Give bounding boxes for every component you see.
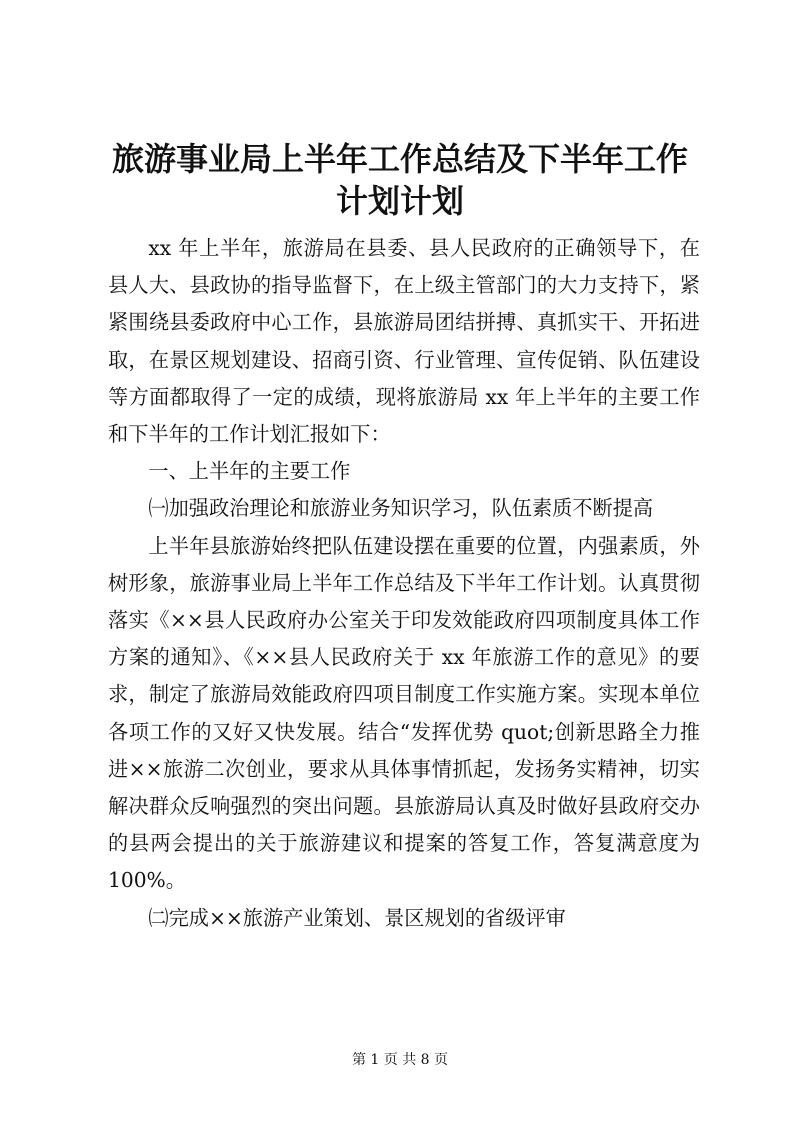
subsection-heading: ㈠加强政治理论和旅游业务知识学习，队伍素质不断提高	[148, 496, 654, 521]
paragraph-body: 上半年县旅游始终把队伍建设摆在重要的位置，内强素质，外树形象，旅游事业局上半年工作总结及下半年工作计划。认真贯彻落实《××县人民政府办公室关于印发效能政府四项制度具体工作方案的通知》、《××县人民政府关于 xx 年旅游工作的意见》的要求，制定了旅游局效能政府四项目制度工作实施方案。实现本单位各项工作的又好又快发展。结合“发挥优势 quot;创新思路全力推进××旅游二次创业，要求从具体事情抓起，发扬务实精神，切实解决群众反响强烈的突出问题。县旅游局认真及时做好县政府交办的县两会提出的关于旅游建议和提案的答复工作，答复满意度为 100%。	[108, 533, 700, 893]
document-title: 旅游事业局上半年工作总结及下半年工作计划计划	[111, 140, 688, 220]
section-heading: 一、上半年的主要工作	[148, 459, 351, 484]
page-indicator: 第 1 页 共 8 页	[351, 1052, 449, 1068]
subsection-heading: ㈡完成××旅游产业策划、景区规划的省级评审	[148, 905, 566, 930]
page-footer	[0, 1050, 800, 1070]
paragraph-intro: xx 年上半年，旅游局在县委、县人民政府的正确领导下，在县人大、县政协的指导监督下，在上级主管部门的大力支持下，紧紧围绕县委政府中心工作，县旅游局团结拼搏、真抓实干、开拓进取，在景区规划建设、招商引资、行业管理、宣传促销、队伍建设等方面都取得了一定的成绩，现将旅游局 xx 年上半年的主要工作和下半年的工作计划汇报如下：	[108, 236, 700, 447]
document-body	[108, 230, 700, 937]
